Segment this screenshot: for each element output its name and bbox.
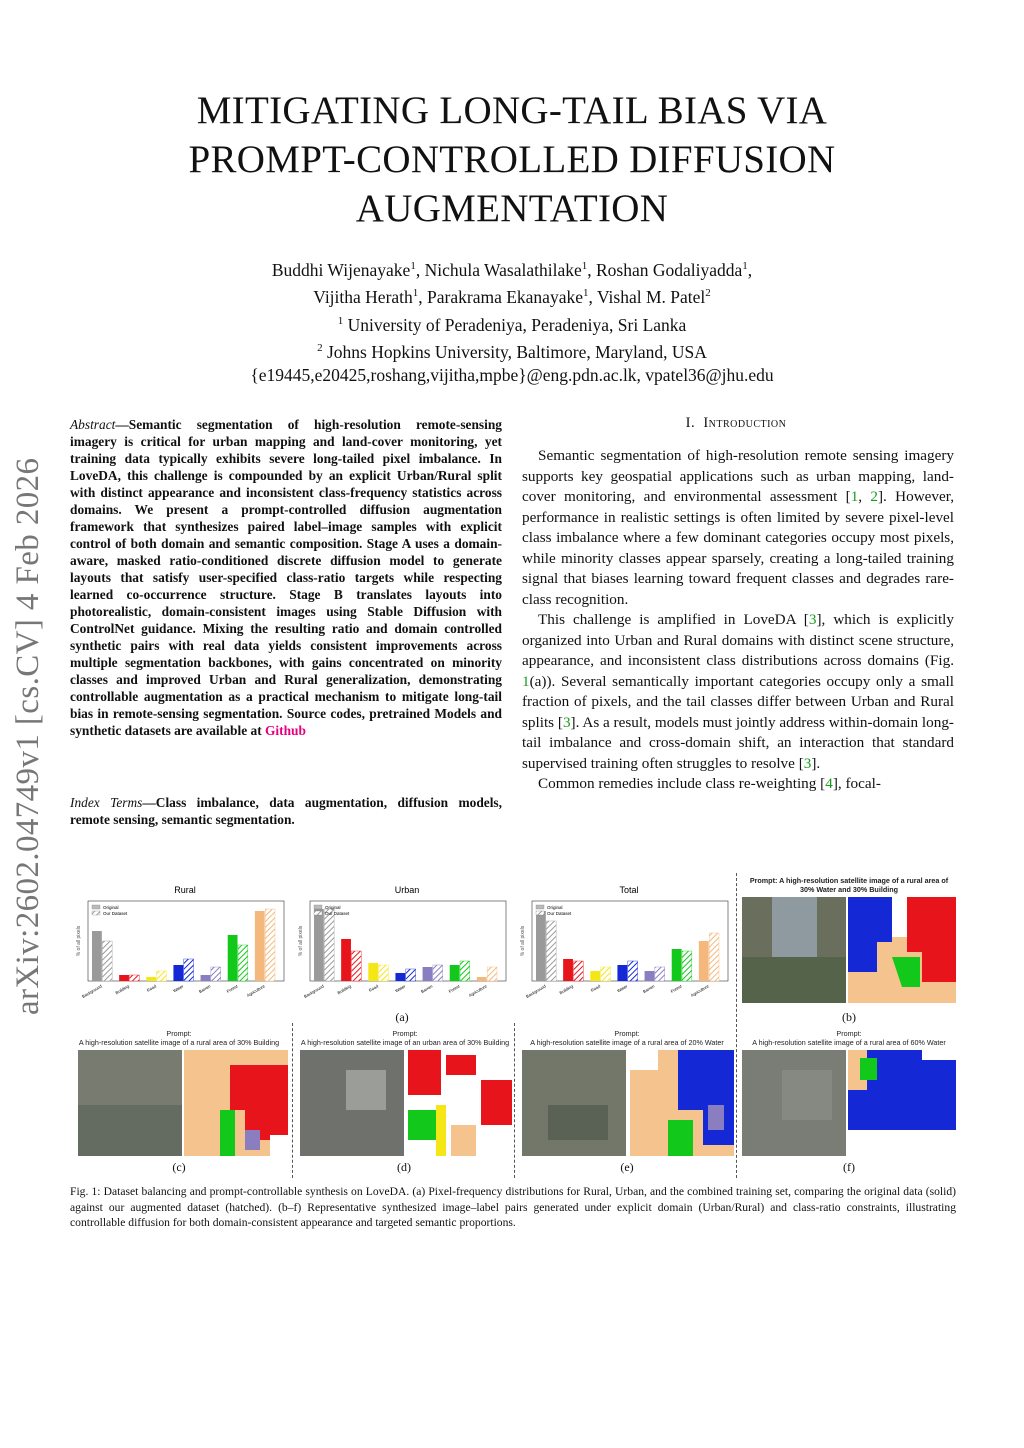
- bar-building-original: [119, 975, 129, 981]
- author-name: Roshan Godaliyadda: [595, 259, 743, 280]
- y-axis-label: % of all pixels: [76, 925, 82, 957]
- legend-label: Our Dataset: [103, 911, 128, 916]
- bar-water-original: [617, 965, 627, 981]
- bar-barren-ours: [655, 967, 665, 981]
- tick-label: Background: [524, 983, 547, 1000]
- intro-paragraph: Common remedies include class re-weighting [4], focal-: [538, 775, 881, 792]
- arxiv-identifier: arXiv:2602.04749v1 [cs.CV] 4 Feb 2026: [10, 457, 46, 1015]
- legend-label: Our Dataset: [325, 911, 350, 916]
- bar-barren-original: [645, 971, 655, 981]
- bar-forest-original: [450, 965, 460, 981]
- bar-agriculture-ours: [709, 933, 719, 981]
- bar-forest-original: [672, 949, 682, 981]
- prompt-b: Prompt: A high-resolution satellite image of a rural area of 30% Water and 30% Building: [749, 876, 949, 894]
- satellite-water-region: [548, 1105, 608, 1140]
- prompt-f: Prompt: A high-resolution satellite image of a rural area of 60% Water: [752, 1029, 946, 1047]
- label-forest: [408, 1110, 436, 1140]
- citation-link[interactable]: 3: [562, 713, 571, 731]
- label-forest: [220, 1110, 235, 1156]
- citation-link[interactable]: 4: [825, 775, 833, 792]
- bar-building-original: [563, 959, 573, 981]
- tick-label: Water: [394, 983, 407, 994]
- legend-swatch: [92, 905, 100, 909]
- sublabel-d: (d): [397, 1160, 411, 1174]
- bar-road-original: [590, 971, 600, 981]
- bar-barren-ours: [433, 965, 443, 981]
- label-background: [270, 1135, 288, 1156]
- satellite-water-region: [772, 897, 817, 957]
- author-affiliation: 1: [742, 260, 748, 272]
- affiliation-2: $^2$ Johns Hopkins University, Baltimore, Maryland, USA: [317, 341, 707, 362]
- satellite-urban-region: [78, 1105, 182, 1156]
- bar-forest-ours: [682, 951, 692, 981]
- prompt-c: Prompt: A high-resolution satellite image of a rural area of 30% Building: [78, 1029, 280, 1047]
- bar-forest-original: [228, 935, 238, 981]
- bar-building-original: [341, 939, 351, 981]
- tick-label: Water: [172, 983, 185, 994]
- author-line-2: Vijitha Herath$^1$, Parakrama Ekanayake$^1$, Vishal M. Patel$^2$: [313, 287, 711, 308]
- tick-label: Forest: [669, 983, 683, 994]
- label-background: [922, 1050, 956, 1060]
- author-affiliation: 1: [583, 287, 589, 300]
- bar-forest-ours: [238, 945, 248, 981]
- prompt-d: Prompt: A high-resolution satellite image of an urban area of 30% Building: [300, 1029, 510, 1047]
- index-terms-text: —Class imbalance, data augmentation, diffusion models, remote sensing, semantic segmentation.: [70, 795, 502, 827]
- index-terms: [70, 794, 502, 828]
- tick-label: Forest: [447, 983, 461, 994]
- legend-label: Original: [103, 905, 119, 910]
- author-affiliation: 1: [412, 287, 419, 300]
- abstract-label: Abstract: [70, 417, 116, 432]
- tick-label: Building: [558, 983, 574, 996]
- index-terms-label: Index Terms: [70, 795, 143, 810]
- legend-swatch: [314, 905, 322, 909]
- label-background: [848, 1130, 956, 1156]
- bar-background-ours: [102, 941, 112, 981]
- y-axis-label: % of all pixels: [298, 925, 304, 957]
- chart-total: [520, 885, 728, 999]
- author-name: Vijitha Herath: [313, 287, 413, 308]
- bar-barren-ours: [211, 967, 221, 981]
- introduction-text: [522, 446, 954, 795]
- image-pair-f: [742, 1050, 956, 1156]
- divider: [292, 1023, 293, 1178]
- bar-building-ours: [573, 961, 583, 981]
- sublabel-a: (a): [395, 1010, 409, 1024]
- legend-label: Original: [547, 905, 563, 910]
- label-forest: [668, 1120, 693, 1156]
- bar-road-ours: [379, 965, 389, 981]
- tick-label: Barren: [419, 983, 434, 995]
- paper-title: [150, 86, 874, 233]
- image-pair-b: [742, 897, 956, 1003]
- bar-barren-original: [201, 975, 211, 981]
- bar-road-original: [368, 963, 378, 981]
- chart-urban: [298, 885, 506, 999]
- y-axis-label: % of all pixels: [520, 925, 526, 957]
- intro-paragraph: This challenge is amplified in LoveDA [3], which is explicitly organized into Urban and Rural domains with distinct scene structure, appearance, and inconsistent class distributions across domains (Fig. 1(a)). Several semantically important categories occupy only a small fraction of pixels, and the tail classes differ between Urban and Rural splits [3]. As a result, models must jointly address within-domain long-tail imbalance and cross-domain shift, an interaction that standard supervised training often struggles to resolve [3].: [522, 611, 954, 772]
- citation-link[interactable]: 1: [850, 488, 859, 505]
- bar-agriculture-original: [699, 941, 709, 981]
- bar-road-ours: [157, 971, 167, 981]
- sublabel-f: (f): [843, 1160, 855, 1174]
- tick-label: Agriculture: [467, 983, 488, 998]
- chart-title: Rural: [174, 885, 196, 895]
- bar-barren-original: [423, 967, 433, 981]
- legend-swatch: [536, 911, 544, 915]
- image-pair-d: [296, 1050, 514, 1156]
- tick-label: Agriculture: [245, 983, 266, 998]
- label-background: [892, 897, 907, 937]
- bar-background-original: [92, 931, 102, 981]
- section-heading: I. Introduction: [685, 415, 787, 431]
- bar-water-original: [173, 965, 183, 981]
- tick-label: Background: [80, 983, 103, 1000]
- satellite-field-region: [742, 957, 846, 1003]
- abstract: [70, 416, 502, 739]
- abstract-text: —Semantic segmentation of high-resolution remote-sensing imagery is critical for urban mapping and land-cover monitoring, yet training data typically exhibits severe long-tailed pixel imbalance. In LoveDA, this challenge is compounded by an explicit Urban/Rural split with distinct appearance and inconsistent class-frequency statistics across domains. We present a prompt-controlled diffusion augmentation framework that synthesizes paired label–image samples with explicit control of both domain and semantic composition. Stage A uses a domain-aware, masked ratio-conditioned discrete diffusion model to generate layouts that satisfy user-specified class-ratio targets while respecting learned co-occurrence structure. Stage B translates layouts into photorealistic, domain-consistent images using Stable Diffusion with ControlNet guidance. Mixing the resulting ratio and domain controlled synthetic pairs with real data yields consistent improvements across multiple segmentation backbones, with gains concentrated on minority classes and improved Urban and Rural generalization, demonstrating controllable augmentation as a practical mechanism to mitigate long-tail bias in remote-sensing segmentation. Source codes, pretrained Models and synthetic datasets are available at: [70, 417, 502, 738]
- bar-water-ours: [406, 969, 416, 981]
- sublabel-c: (c): [172, 1160, 186, 1174]
- legend-swatch: [92, 911, 100, 915]
- legend-swatch: [536, 905, 544, 909]
- tick-label: Road: [145, 983, 158, 993]
- author-block: [150, 255, 874, 388]
- sublabel-b: (b): [842, 1010, 856, 1024]
- tick-label: Road: [367, 983, 380, 993]
- tick-label: Background: [302, 983, 325, 1000]
- chart-rural: [76, 885, 284, 999]
- satellite-image: [522, 1050, 626, 1156]
- bar-building-ours: [129, 975, 139, 981]
- figure-link[interactable]: 1: [522, 672, 530, 690]
- figure-1: [70, 873, 956, 1178]
- bar-building-ours: [351, 951, 361, 981]
- bar-water-original: [395, 973, 405, 981]
- author-emails: {e19445,e20425,roshang,vijitha,mpbe}@eng.pdn.ac.lk, vpatel36@jhu.edu: [250, 365, 774, 386]
- author-affiliation: 1: [581, 260, 588, 272]
- tick-label: Building: [336, 983, 352, 996]
- title-line: PROMPT-CONTROLLED DIFFUSION: [188, 138, 836, 181]
- author-line-1: Buddhi Wijenayake$^1$, Nichula Wasalathilake$^1$, Roshan Godaliyadda$^1$,: [271, 259, 753, 280]
- affiliation-1: $^1$ University of Peradeniya, Peradeniya, Sri Lanka: [337, 314, 687, 335]
- chart-title: Urban: [394, 885, 420, 895]
- bar-water-ours: [628, 961, 638, 981]
- label-road: [436, 1105, 446, 1156]
- bar-agriculture-original: [255, 911, 265, 981]
- bar-road-original: [146, 977, 156, 981]
- chart-title: Total: [619, 885, 639, 895]
- label-building: [408, 1050, 441, 1095]
- label-barren: [708, 1105, 724, 1130]
- legend-label: Our Dataset: [547, 911, 572, 916]
- tick-label: Road: [589, 983, 602, 993]
- tick-label: Water: [616, 983, 629, 994]
- title-line: AUGMENTATION: [355, 187, 669, 230]
- image-pair-e: [518, 1050, 736, 1156]
- bar-agriculture-ours: [265, 909, 275, 981]
- bar-water-ours: [184, 959, 194, 981]
- bar-charts: [70, 873, 730, 1013]
- bar-background-original: [314, 909, 324, 981]
- image-pair-c: [70, 1050, 288, 1156]
- label-background: [630, 1050, 658, 1070]
- tick-label: Building: [114, 983, 130, 996]
- bar-agriculture-original: [477, 977, 487, 981]
- author-name: Nichula Wasalathilake: [424, 259, 582, 280]
- label-barren: [245, 1130, 260, 1150]
- author-affiliation: 1: [410, 260, 416, 272]
- bar-forest-ours: [460, 961, 470, 981]
- label-building: [481, 1080, 512, 1125]
- tick-label: Agriculture: [689, 983, 710, 998]
- intro-paragraph: Semantic segmentation of high-resolution remote sensing imagery supports key geospatial applications such as urban mapping, land-cover monitoring, and environmental assessment [1, 2]. However, performance in realistic settings is often limited by severe pixel-level class imbalance where a few dominant categories occupy most pixels, while minority classes appear sparsely, creating a long-tailed training signal that biases learning toward frequent classes and degrades rare-class recognition.: [522, 447, 954, 608]
- author-name: Buddhi Wijenayake: [271, 259, 411, 280]
- author-name: Parakrama Ekanayake: [427, 287, 583, 308]
- satellite-building-region: [346, 1070, 386, 1110]
- bar-background-ours: [546, 921, 556, 981]
- sublabel-e: (e): [620, 1160, 634, 1174]
- label-agriculture: [451, 1125, 476, 1156]
- figure-caption: Fig. 1: Dataset balancing and prompt-controllable synthesis on LoveDA. (a) Pixel-frequency distributions for Rural, Urban, and the combined training set, comparing the original data (solid) against our augmented dataset (hatched). (b–f) Representative synthesized image–label pairs generated under explicit domain (Urban/Rural) and class-ratio constraints, illustrating controllable diffusion for both domain-consistent appearance and targeted semantic proportions.: [70, 1185, 956, 1229]
- legend-swatch: [314, 911, 322, 915]
- label-building: [446, 1055, 476, 1075]
- satellite-water-region: [782, 1070, 832, 1120]
- bar-background-original: [536, 911, 546, 981]
- divider: [736, 873, 737, 1178]
- bar-agriculture-ours: [487, 967, 497, 981]
- tick-label: Forest: [225, 983, 239, 994]
- author-affiliation: 2: [705, 287, 711, 300]
- legend-label: Original: [325, 905, 341, 910]
- citation-link[interactable]: 2: [870, 488, 878, 505]
- citation-link[interactable]: 3: [803, 754, 812, 772]
- divider: [514, 1023, 515, 1178]
- bar-background-ours: [324, 909, 334, 981]
- title-line: MITIGATING LONG-TAIL BIAS VIA: [196, 89, 828, 132]
- github-link[interactable]: Github: [265, 723, 306, 738]
- tick-label: Barren: [197, 983, 212, 995]
- citation-link[interactable]: 3: [808, 611, 817, 628]
- label-forest: [860, 1058, 877, 1080]
- bar-road-ours: [601, 967, 611, 981]
- prompt-e: Prompt: A high-resolution satellite image of a rural area of 20% Water: [530, 1029, 724, 1047]
- tick-label: Barren: [641, 983, 656, 995]
- author-name: Vishal M. Patel: [596, 287, 706, 308]
